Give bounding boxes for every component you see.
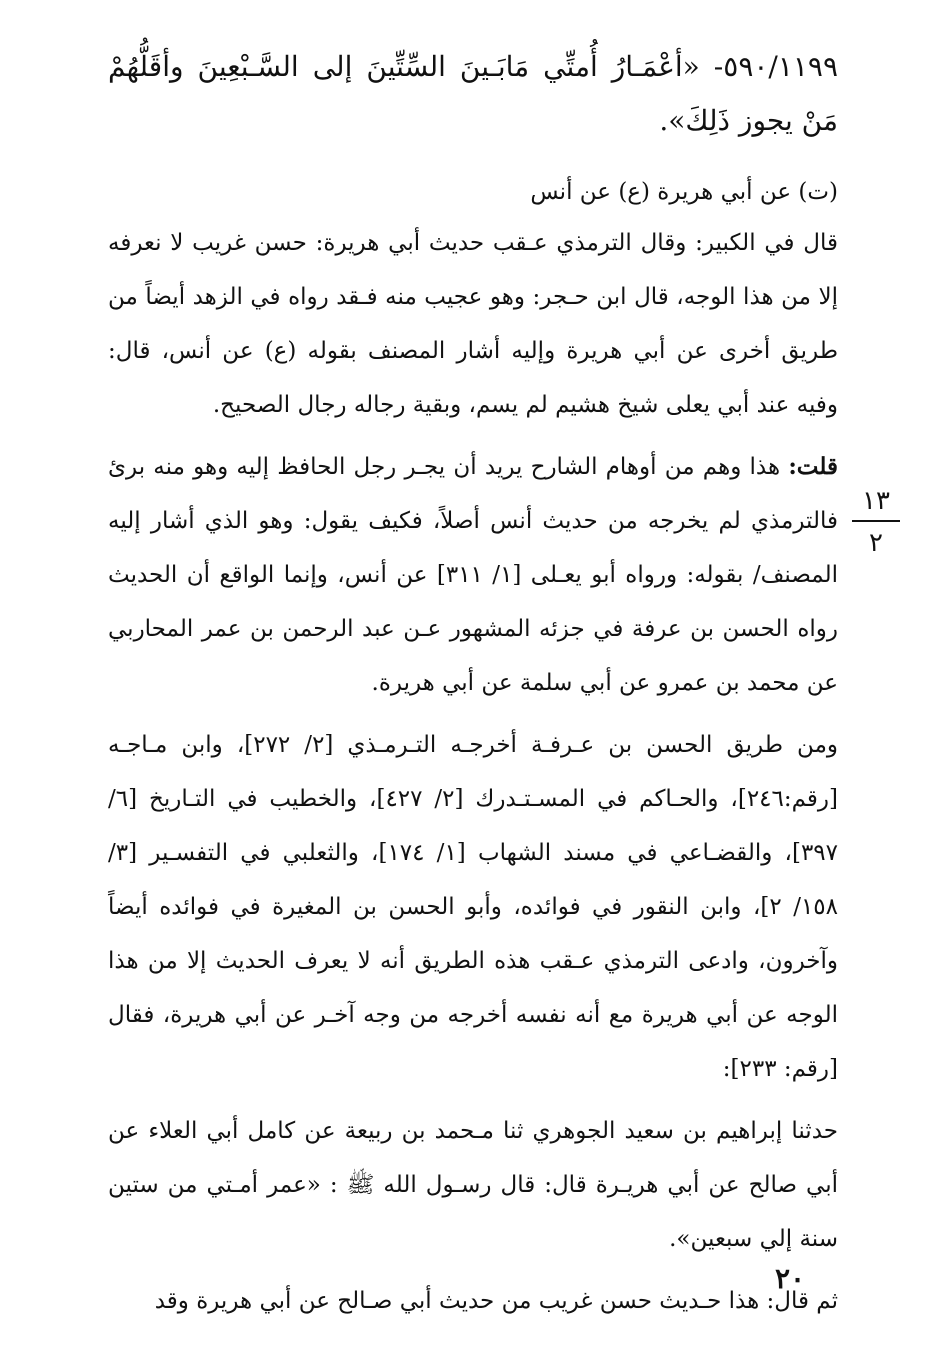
hadith-sources: (ت) عن أبي هريرة (ع) عن أنس (530, 179, 838, 205)
commentary-paragraph-3 (108, 718, 838, 1096)
commentary-paragraph-2 (108, 440, 838, 710)
marker-denominator: ٢ (869, 528, 883, 558)
manuscript-page-marker (848, 484, 904, 560)
paragraph-2-lead: قلت: (788, 453, 838, 480)
paragraph-3-text: ومن طريق الحسن بن عـرفـة أخرجـه التـرمـذي [٢/ ٢٧٢]، وابن مـاجـه [رقم:٢٤٦]، والحـاكم في المسـتـدرك [٢/ ٤٢٧]، والخطيب في التـاريخ [٦/ ٣٩٧]، والقضـاعي في مسند الشهاب [١/ ١٧٤]، والثعلبي في التفسـير [٣/ ١٥٨/ ٢]، وابن النقور في فوائده، وأبو الحسن بن المغيرة في فوائده أيضاً وآخرون، وادعى الترمذي عـقب هذه الطريق أنه لا يعرف الحديث إلا من هذا الوجه عن أبي هريرة مع أنه نفسه أخرجه من وجه آخـر عن أبي هريرة، فقال [رقم: ٢٣٣]: (108, 732, 839, 1082)
paragraph-4-text: حدثنا إبراهيم بن سعيد الجوهري ثنا مـحمد بن ربيعة عن كامل أبي العلاء عن أبي صالح عن أبي هريـرة قال: قال رسـول الله ﷺ : «عمر أمـتي من ستين سنة إلي سبعين». (108, 1118, 838, 1252)
commentary-paragraph-5 (108, 1274, 838, 1328)
page-number: ٢٠ (774, 1262, 806, 1295)
paragraph-2-text: هذا وهم من أوهام الشارح يريد أن يجـر رجل الحافظ إليه وهو منه برئ فالترمذي لم يخرجه من حديث أنس أصلاً، فكيف يقول: وهو الذي أشار إليه المصنف/ بقوله: ورواه أبو يعـلى [١/ ٣١١] عن أنس، وإنما الواقع أن الحديث رواه الحسن بن عرفة في جزئه المشهور عـن عبد الرحمن بن عمر المحاربي عن محمد بن عمرو عن أبي سلمة عن أبي هريرة. (108, 454, 838, 696)
marker-numerator: ١٣ (862, 486, 890, 516)
hadith-text: ٥٩٠/١١٩٩- «أعْمَـارُ أُمتِّي مَابَـينَ السِّتِّينَ إلى السَّـبْعِينَ وأقَلُّهُمْ مَنْ يجوز ذَلِكَ». (108, 50, 838, 137)
paragraph-1-text: قال في الكبير: وقال الترمذي عـقب حديث أبي هريرة: حسن غريب لا نعرفه إلا من هذا الوجه، قال ابن حـجر: وهو عجيب منه فـقد رواه في الزهد أيضاً من طريق أخرى عن أبي هريرة وإليه أشار المصنف بقوله (ع) عن أنس، قال: وفيه عند أبي يعلى شيخ هشيم لم يسم، وبقية رجاله رجال الصحيح. (108, 230, 838, 418)
paragraph-5-text: ثم قال: هذا حـديث حسن غريب من حديث أبي صـالح عن أبي هريرة وقد (154, 1288, 838, 1314)
marker-divider (852, 520, 900, 522)
page-body (108, 40, 838, 1336)
commentary-paragraph-1 (108, 216, 838, 432)
commentary-paragraph-4 (108, 1104, 838, 1266)
